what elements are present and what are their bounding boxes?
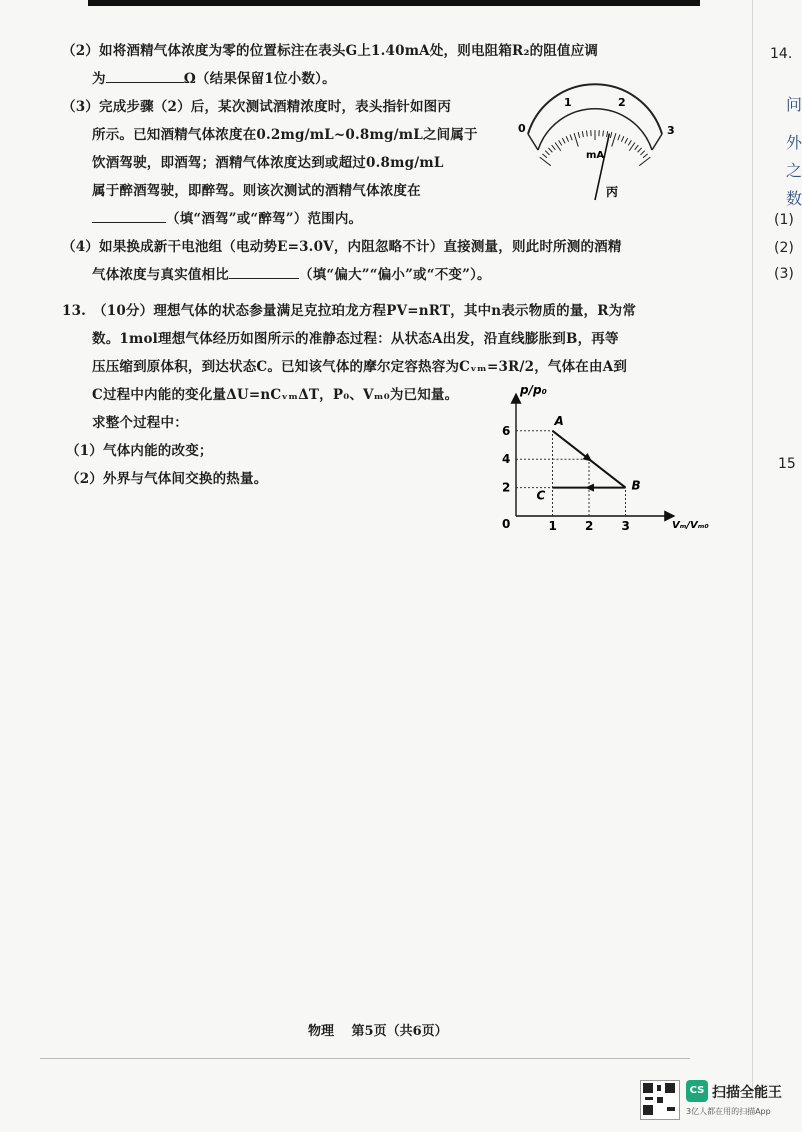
q12-part3-line5: （填“酒驾”或“醉驾”）范围内。 [92,210,362,228]
watermark-name: 扫描全能王 [712,1085,782,1101]
dial-tick [618,135,620,141]
dial-tick [607,131,608,137]
dial-tick [612,133,616,146]
dial-tick [545,151,549,155]
answer-blank[interactable] [106,70,184,83]
x-tick-label: 2 [585,519,594,533]
state-label: A [554,413,564,428]
dial-tick [629,143,635,151]
q12-part2-line2: 为 Ω（结果保留1位小数）。 [92,71,336,87]
dial-tick [540,157,551,166]
dial-tick [643,154,648,158]
dial-tick [574,133,578,146]
y-tick-label: 2 [502,480,511,495]
watermark-tagline: 3亿人都在用的扫描App [686,1107,771,1116]
origin-label: 0 [502,517,511,531]
dial-tick [603,131,604,137]
side-mark-2: 之 [786,161,802,180]
q12-part4-line2: 气体浓度与真实值相比 （填“偏大”“偏小”或“不变”）。 [92,267,491,283]
qr-code-icon [640,1080,680,1120]
dial-left-edge [528,134,538,150]
q12-part3-line4: 属于醉酒驾驶，即醉驾。则该次测试的酒精气体浓度在 [92,183,421,199]
pv-diagram [488,380,728,532]
camscanner-logo-icon: CS [686,1080,708,1102]
top-border [88,0,700,6]
dial-tick [562,138,565,143]
dial-tick [566,136,568,141]
dial-inner-arc [538,109,652,150]
dial-tick [559,140,562,145]
page-divider [752,0,753,1100]
meter-unit: mA [586,150,605,161]
state-label: C [536,488,546,503]
answer-blank[interactable] [92,210,166,223]
grid-lines [516,431,626,516]
q12-part4-line1: （4）如果换成新干电池组（电动势E=3.0V，内阻忽略不计）直接测量，则此时所测的酒精 [62,239,622,255]
dial-tick [582,131,583,137]
x-axis-label: Vₘ/Vₘ₀ [672,520,709,531]
tick-label-0: 0 [518,122,526,135]
dial-tick [635,145,639,150]
dial-tick [638,148,642,152]
tick-label-2: 2 [618,96,626,109]
dial-tick [578,132,579,138]
dial-right-edge [652,134,662,150]
dial-tick [552,145,556,150]
side-sub-1: (1) [774,212,794,228]
y-axis-label: p/p₀ [520,383,547,397]
side-mark-0: 问 [786,95,802,114]
q12-part3-line2: 所示。已知酒精气体浓度在0.2mg/mL~0.8mg/mL之间属于 [92,127,478,143]
dial-tick [542,154,547,158]
side-question-14: 14. [770,46,793,62]
page-footer: 物理 第5页（共6页） [308,1024,448,1039]
x-tick-label: 1 [548,519,557,533]
dial-tick [625,138,628,143]
q13-line4: C过程中内能的变化量ΔU=nCᵥₘΔT，P₀、Vₘ₀为已知量。 [92,387,459,403]
dial-tick [610,132,611,138]
dial-tick [621,136,623,141]
side-mark-1: 外 [786,133,802,152]
q13-sub2: （2）外界与气体间交换的热量。 [66,471,268,487]
q13-sub1: （1）气体内能的改变； [66,443,213,459]
side-mark-3: 数 [786,189,802,208]
side-question-15: 15 [778,456,796,472]
q13-line5: 求整个过程中： [92,415,188,431]
q12-part3-line1: （3）完成步骤（2）后，某次测试酒精浓度时，表头指针如图丙 [62,99,452,115]
q13-line1: 13. （10分）理想气体的状态参量满足克拉珀龙方程PV=nRT，其中n表示物质的量，R为常 [62,303,637,319]
tick-label-3: 3 [667,124,675,137]
answer-blank[interactable] [229,266,299,279]
q13-line2: 数。1mol理想气体经历如图所示的准静态过程：从状态A出发，沿直线膨胀到B，再等 [92,331,619,347]
tick-label-1: 1 [564,96,572,109]
q13-line3: 压压缩到原体积，到达状态C。已知该气体的摩尔定容热容为Cᵥₘ=3R/2，气体在由A到 [92,359,628,375]
x-tick-label: 3 [621,519,630,533]
figure-caption: 丙 [606,185,619,199]
y-tick-label: 4 [502,452,511,467]
y-tick-label: 6 [502,423,511,438]
dial-tick [555,143,561,151]
bottom-rule [40,1058,690,1059]
state-label: B [631,478,641,493]
side-sub-3: (3) [774,266,794,282]
dial-tick [639,157,650,166]
dial-tick [640,151,644,155]
dial-tick [587,131,588,137]
dial-tick [570,135,572,141]
q12-part3-line3: 饮酒驾驶，即酒驾；酒精气体浓度达到或超过0.8mg/mL [92,155,444,171]
ammeter-dial-figure [510,92,685,202]
side-sub-2: (2) [774,240,794,256]
dial-tick [628,140,631,145]
q12-part2-line1: （2）如将酒精气体浓度为零的位置标注在表头G上1.40mA处，则电阻箱R₂的阻值应调 [62,43,599,59]
dial-tick [548,148,552,152]
scanner-watermark [640,1076,800,1122]
